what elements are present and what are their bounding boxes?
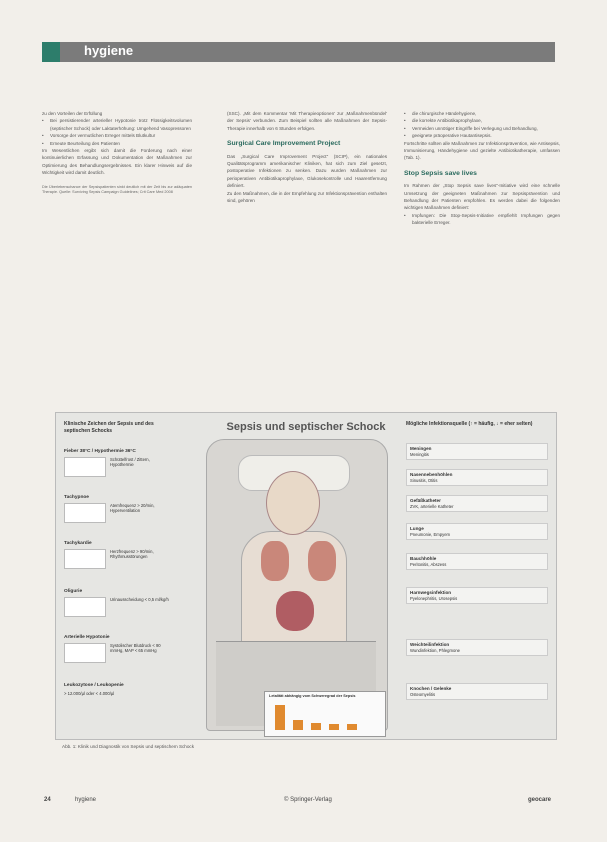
- paragraph: Das „Surgical Care Improvement Project" (SCIP), ein nationales Qualitätsprogramm amerikanischer Kliniken, hat sich zum Ziel gesetzt, postoperative Infektionen zu senken. Dazu wurden Maßnahmen zur perioperativen Antibiotikaprophylaxe, Glukosekontrolle und Haarentfernung definiert.: [227, 153, 387, 189]
- sign-desc: Systolischer Blutdruck < 90 mmHg, MAP < 65 mmHg: [110, 642, 161, 654]
- figure-caption: Abb. 1: Klinik und Diagnostik von Sepsis und septischem Schock: [62, 744, 195, 749]
- source-box: [406, 523, 548, 540]
- figure-title: Sepsis und septischer Schock: [226, 421, 386, 433]
- paragraph: Fortschritte sollten alle Maßnahmen zur Infektionsprävention, wie Antisepsis, Immunisierung, Händehygiene und gezielte Antibiotikatherapie, umfassen (Tab. 1).: [404, 140, 560, 161]
- paragraph: Im Rahmen der „Stop Sepsis save lives"-Initiative wird eine schnelle Umsetzung der geeigneten Maßnahmen zur Sepsisprävention und Behandlung der Patienten empfohlen. Es werden dabei die folgenden wichtigen Maßnahmen definiert:: [404, 183, 560, 211]
- subheading: Surgical Care Improvement Project: [227, 140, 341, 148]
- bullet-item: • Vermeiden unnötiger Eingriffe bei Verlegung und Behandlung,: [404, 125, 560, 132]
- brand-logo: geocare: [528, 797, 552, 803]
- figure-left-heading: Klinische Zeichen der Sepsis und des septischen Schocks: [64, 421, 154, 434]
- sign-tachypnea: [64, 495, 179, 523]
- bullet-item: • Vorsorge der vermutlichen Erreger mittels Blutkultur: [42, 132, 192, 139]
- source-desc: Pyelonephritis, Urosepsis: [410, 595, 458, 601]
- curve-icon: [64, 457, 106, 477]
- source-box: [406, 683, 548, 700]
- source-title: Bauchhöhle: [410, 556, 437, 561]
- publisher: © Springer-Verlag: [284, 797, 332, 803]
- curve-icon: [64, 503, 106, 523]
- bullet-item: • Bei persistierender arterieller Hypotonie trotz Flüssigkeitsvolumen (septischer Schock) oder Laktaterhöhung: Umgehend Vasopressoren: [42, 117, 192, 132]
- sign-title: Oligurie: [64, 589, 83, 594]
- source-box: [406, 553, 548, 570]
- source-box: [406, 469, 548, 486]
- sign-title: Arterielle Hypotonie: [64, 635, 110, 640]
- bullet-item: • geeignete präoperative Hautantisepsis.: [404, 132, 560, 139]
- source-title: Nasennebenhöhlen: [410, 472, 453, 477]
- sign-desc: Schüttelfrost / Zittern, Hypothermie: [110, 456, 150, 468]
- subheading: Stop Sepsis save lives: [404, 169, 477, 177]
- source-title: Gefäßkatheter: [410, 498, 441, 503]
- paragraph: (SSC). „Mit dem Kommentar 'Mit Therapieoptionen' zur ‚Maßnahmenbündel' der Sepsis' verbunden. Zum Beispiel sollten alle Maßnahmen der Sepsis-Therapie innerhalb von 6 Stunden erfolgen.: [227, 111, 387, 131]
- source-title: Lunge: [410, 526, 424, 531]
- source-title: Harnwegsinfektion: [410, 590, 452, 595]
- page-number: 24: [44, 797, 51, 803]
- head-illustration: [266, 471, 320, 535]
- sign-title: Fieber 38°C / Hypothermie 36°C: [64, 449, 136, 454]
- minichart-bars: [275, 702, 379, 730]
- minichart-title: Letalität abhängig vom Schweregrad der Sepsis: [269, 694, 356, 698]
- header-accent: [42, 42, 60, 62]
- paragraph: zu den Vorteilen der Erfüllung: [42, 111, 103, 116]
- sign-oliguria: [64, 589, 179, 617]
- minichart-bar: [311, 723, 321, 730]
- sign-desc: > 12.000/µl oder < 4.000/µl: [64, 690, 115, 696]
- curve-icon: [64, 643, 106, 663]
- abdomen-illustration: [276, 591, 314, 631]
- sign-desc: Atemfrequenz > 20/min, Hyperventilation: [110, 502, 155, 514]
- sign-desc: Herzfrequenz > 90/min, Rhythmusstörungen: [110, 548, 154, 560]
- source-desc: Sinusitis, Otitis: [410, 477, 438, 483]
- text-column-3: [404, 110, 560, 227]
- source-box: [406, 495, 548, 512]
- sign-title: Tachykardie: [64, 541, 92, 546]
- bullet-item: • Impfungen: Die Stop-Sepsis-Initiative empfiehlt Impfungen gegen bakterielle Erreger.: [404, 212, 560, 227]
- bullet-item: • die korrekte Antibiotikaprophylaxe,: [404, 117, 560, 124]
- curve-icon: [64, 597, 106, 617]
- reference-note: Die Überlebenschance der Sepsispatienten sinkt deutlich mit der Zeit bis zur adäquaten Therapie. Quelle: Surviving Sepsis Campaign Guidelines; Crit Care Med 2008: [42, 184, 192, 195]
- source-desc: Meningitis: [410, 451, 429, 457]
- minichart-bar: [329, 724, 339, 730]
- text-column-1: [42, 110, 192, 196]
- minichart-bar: [347, 724, 357, 730]
- figure-right-heading: Mögliche Infektionsquelle (↑ = häufig, ↓ = eher selten): [406, 421, 533, 427]
- text-column-2: [227, 110, 387, 204]
- ecg-icon: [64, 549, 106, 569]
- source-desc: ZVK, arterielle Katheter: [410, 503, 454, 509]
- source-box: [406, 639, 548, 656]
- sign-title: Tachypnoe: [64, 495, 89, 500]
- sign-desc: Urinausscheidung < 0,5 ml/kg/h: [110, 596, 169, 602]
- source-box: [406, 443, 548, 460]
- journal-name: hygiene: [75, 797, 97, 803]
- paragraph: Im Wesentlichen ergibt sich damit die Forderung nach einer kontinuierlichen Erfassung und Dokumentation der Maßnahmen zur Optimierung des Behandlungsergebnisses. Ein klarer Hinweis auf die Wichtigkeit wird damit deutlich.: [42, 148, 192, 176]
- source-title: Weichteilinfektion: [410, 642, 450, 647]
- source-title: Knochen / Gelenke: [410, 686, 452, 691]
- source-box: [406, 587, 548, 604]
- sign-fever: [64, 449, 179, 477]
- minichart-bar: [275, 705, 285, 730]
- source-desc: Osteomyelitis: [410, 691, 436, 697]
- sign-leukocytes: [64, 683, 179, 696]
- sign-title: Leukozytose / Leukopenie: [64, 683, 124, 688]
- section-title: hygiene: [84, 43, 134, 58]
- paragraph: Zu den Maßnahmen, die in der Empfehlung zur Infektionsprävention enthalten sind, gehören: [227, 190, 387, 204]
- bullet-item: • die chirurgische Händehygiene,: [404, 110, 560, 117]
- sign-hypotension: [64, 635, 179, 663]
- mortality-minichart: [264, 691, 386, 737]
- sign-tachycardia: [64, 541, 179, 569]
- source-desc: Pneumonie, Empyem: [410, 531, 451, 537]
- minichart-bar: [293, 720, 303, 730]
- bullet-item: • Erneute Beurteilung des Patienten: [42, 140, 192, 147]
- source-title: Meningen: [410, 446, 432, 451]
- sepsis-figure: [55, 412, 557, 740]
- lung-right-illustration: [308, 541, 336, 581]
- lung-left-illustration: [261, 541, 289, 581]
- source-desc: Peritonitis, Abszess: [410, 561, 447, 567]
- source-desc: Wundinfektion, Phlegmone: [410, 647, 460, 653]
